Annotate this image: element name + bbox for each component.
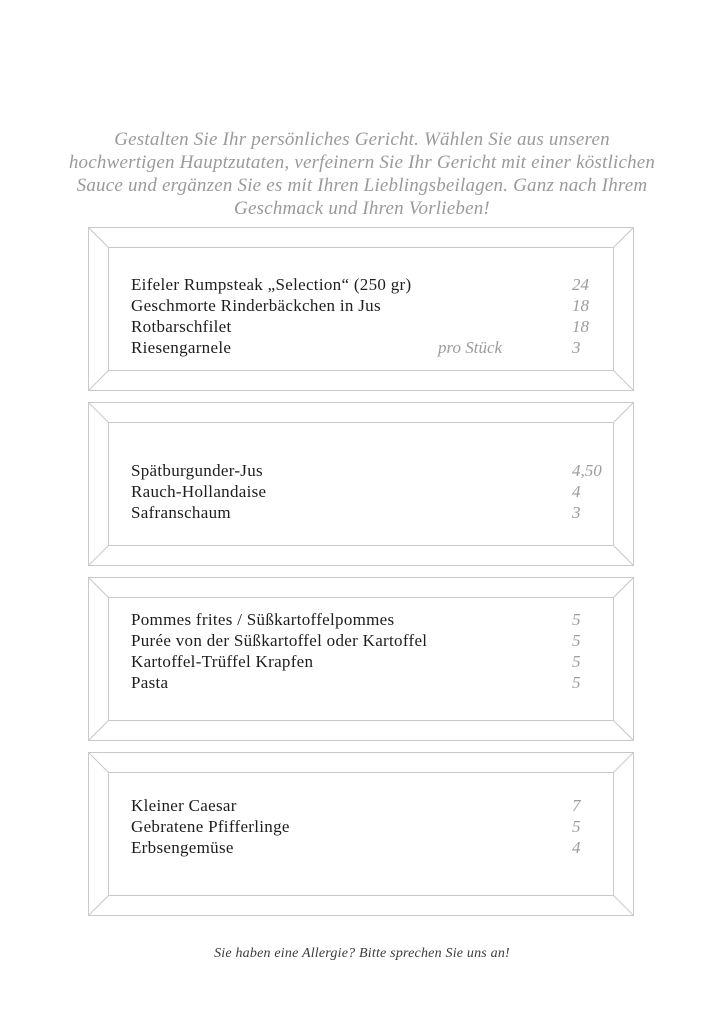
- menu-item-name: Kartoffel-Trüffel Krapfen: [131, 652, 314, 671]
- menu-item-row: [131, 316, 624, 337]
- menu-item-name: Pommes frites / Süßkartoffelpommes: [131, 610, 395, 629]
- menu-section-3: [88, 577, 634, 741]
- menu-item-row: [131, 502, 624, 523]
- menu-item-list: [131, 795, 624, 858]
- menu-item-row: [131, 337, 624, 358]
- menu-item-name: Riesengarnele: [131, 338, 232, 357]
- menu-item-row: [131, 460, 624, 481]
- menu-item-name: Rauch-Hollandaise: [131, 482, 267, 501]
- menu-item-price: 4: [572, 482, 581, 501]
- allergy-note: Sie haben eine Allergie? Bitte sprechen Sie uns an!: [214, 946, 510, 961]
- menu-item-price: 5: [572, 673, 581, 692]
- menu-item-price: 24: [572, 275, 589, 294]
- menu-item-row: [131, 481, 624, 502]
- menu-item-row: [131, 630, 624, 651]
- menu-item-name: Gebratene Pfifferlinge: [131, 817, 290, 836]
- menu-item-row: [131, 672, 624, 693]
- menu-item-row: [131, 609, 624, 630]
- menu-item-price: 7: [572, 796, 581, 815]
- menu-item-list: [131, 274, 624, 358]
- menu-item-row: [131, 795, 624, 816]
- menu-section-4: [88, 752, 634, 916]
- menu-item-name: Kleiner Caesar: [131, 796, 237, 815]
- intro-line: Gestalten Sie Ihr persönliches Gericht. Wählen Sie aus unseren: [114, 129, 610, 150]
- menu-item-list: [131, 460, 624, 523]
- menu-item-row: [131, 816, 624, 837]
- menu-item-list: [131, 609, 624, 693]
- menu-item-row: [131, 274, 624, 295]
- menu-item-price: 3: [572, 503, 581, 522]
- menu-item-row: [131, 651, 624, 672]
- menu-item-name: Purée von der Süßkartoffel oder Kartoffel: [131, 631, 428, 650]
- menu-item-price: 5: [572, 631, 581, 650]
- menu-item-price: 4: [572, 838, 581, 857]
- intro-line: Geschmack und Ihren Vorlieben!: [234, 198, 490, 219]
- menu-section-2: [88, 402, 634, 566]
- menu-item-price: 4,50: [572, 461, 602, 480]
- menu-item-price: 5: [572, 652, 581, 671]
- menu-item-price: 18: [572, 317, 589, 336]
- intro-line: Sauce und ergänzen Sie es mit Ihren Lieblingsbeilagen. Ganz nach Ihrem: [76, 175, 648, 196]
- menu-item-name: Eifeler Rumpsteak „Selection“ (250 gr): [131, 275, 412, 294]
- menu-item-name: Pasta: [131, 673, 169, 692]
- menu-item-price: 18: [572, 296, 589, 315]
- menu-item-name: Rotbarschfilet: [131, 317, 232, 336]
- intro-paragraph: [0, 128, 724, 220]
- menu-item-price: 5: [572, 817, 581, 836]
- menu-item-name: Geschmorte Rinderbäckchen in Jus: [131, 296, 381, 315]
- menu-item-name: Spätburgunder-Jus: [131, 461, 263, 480]
- intro-line: hochwertigen Hauptzutaten, verfeinern Sie Ihr Gericht mit einer köstlichen: [68, 152, 656, 173]
- menu-section-1: [88, 227, 634, 391]
- menu-item-note: pro Stück: [438, 338, 503, 357]
- menu-item-row: [131, 837, 624, 858]
- menu-item-name: Safranschaum: [131, 503, 231, 522]
- menu-item-row: [131, 295, 624, 316]
- menu-item-price: 3: [572, 338, 581, 357]
- menu-item-price: 5: [572, 610, 581, 629]
- menu-item-name: Erbsengemüse: [131, 838, 234, 857]
